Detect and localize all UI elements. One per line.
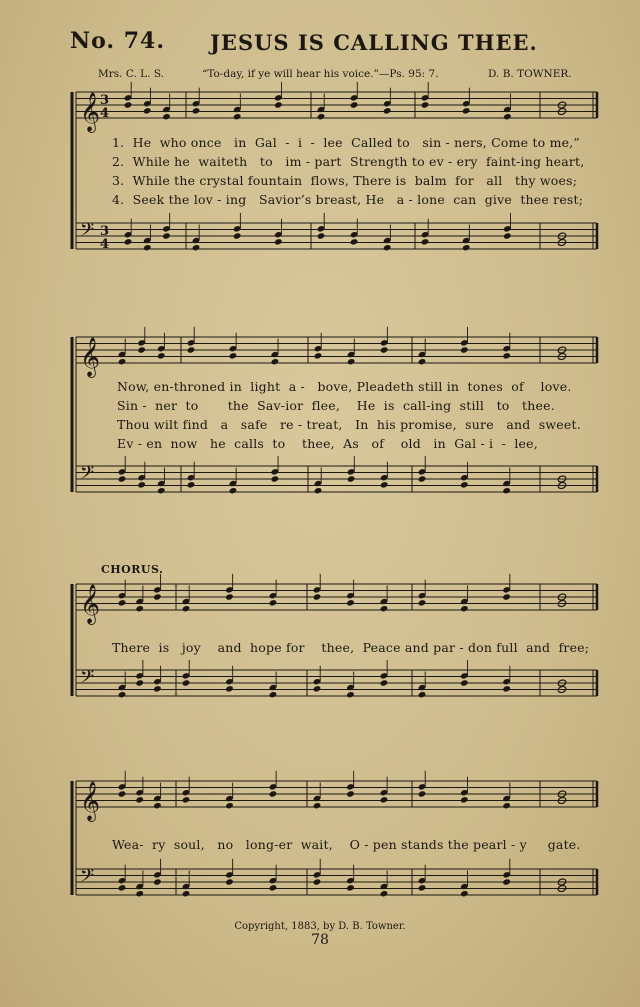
note-head — [418, 475, 427, 482]
note-head — [153, 593, 162, 600]
scripture-reference: “To-day, if ye will hear his voice.”—Ps. 95: 7. — [202, 68, 439, 80]
note-head — [137, 481, 146, 488]
note-head — [153, 685, 162, 692]
chorus-line-1: There is joy and hope for thee, Peace and par - don full and free; — [112, 640, 590, 655]
note-head — [153, 878, 162, 885]
note-head — [118, 475, 127, 482]
note-head — [137, 346, 146, 353]
note-head — [143, 244, 152, 251]
note-head — [502, 593, 511, 600]
verse-4-line-a: 4. Seek the lov - ing Savior’s breast, He a - lone can give thee rest; — [112, 192, 584, 207]
note-head — [118, 358, 127, 365]
note-head — [153, 802, 162, 809]
note-head — [503, 113, 512, 120]
note-head — [229, 487, 238, 494]
verse-3-line-a: 3. While the crystal fountain flows, There is balm for all thy woes; — [112, 173, 578, 188]
note-head — [182, 605, 191, 612]
note-head — [421, 101, 430, 108]
time-signature-bottom: 4 — [100, 106, 110, 121]
note-head — [118, 599, 127, 606]
verse-4-line-b: Ev - en now he calls to thee, As of old in Gal - i - lee, — [117, 436, 538, 451]
note-head — [460, 679, 469, 686]
copyright-notice: Copyright, 1883, by D. B. Towner. — [234, 921, 406, 932]
hymn-number: No. 74. — [70, 28, 165, 54]
note-head — [502, 487, 511, 494]
note-head — [460, 890, 469, 897]
note-head — [346, 691, 355, 698]
note-head — [380, 890, 389, 897]
note-head — [143, 107, 152, 114]
note-head — [135, 796, 144, 803]
note-head — [157, 487, 166, 494]
note-head — [271, 475, 280, 482]
note-head — [347, 475, 356, 482]
note-head — [502, 878, 511, 885]
chorus-line-2: Wea- ry soul, no long-er wait, O - pen stands the pearl - y gate. — [112, 837, 581, 852]
chorus-label: CHORUS. — [101, 563, 164, 576]
note-head — [124, 101, 133, 108]
composer-credit: D. B. TOWNER. — [488, 68, 572, 80]
note-head — [380, 481, 389, 488]
verse-1-line-b: Now, en-throned in light a - bove, Pleadeth still in tones of love. — [117, 379, 572, 394]
bass-clef-icon: 𝄢 — [80, 667, 95, 692]
note-head — [135, 679, 144, 686]
time-signature-top: 3 — [100, 93, 110, 108]
note-head — [502, 352, 511, 359]
note-head — [162, 232, 171, 239]
note-head — [274, 101, 283, 108]
treble-clef-icon: 𝄞 — [80, 781, 101, 821]
note-head — [187, 481, 196, 488]
note-head — [182, 796, 191, 803]
note-head — [418, 691, 427, 698]
note-head — [313, 685, 322, 692]
note-head — [418, 358, 427, 365]
verse-1-line-a: 1. He who once in Gal - i - lee Called to sin - ners, Come to me,” — [112, 135, 580, 150]
verse-2-line-a: 2. While he waiteth to im - part Strength to ev - ery faint-ing heart, — [112, 154, 585, 169]
note-head — [225, 593, 234, 600]
note-head — [192, 244, 201, 251]
note-head — [313, 878, 322, 885]
note-head — [462, 107, 471, 114]
note-head — [229, 352, 238, 359]
note-head — [346, 599, 355, 606]
note-head — [313, 593, 322, 600]
note-head — [313, 802, 322, 809]
note-head — [269, 790, 278, 797]
note-head — [225, 802, 234, 809]
note-head — [317, 113, 326, 120]
note-head — [421, 238, 430, 245]
note-head — [418, 599, 427, 606]
note-head — [502, 802, 511, 809]
note-head — [162, 113, 171, 120]
note-head — [225, 878, 234, 885]
note-head — [346, 884, 355, 891]
treble-clef-icon: 𝄞 — [80, 337, 101, 377]
note-head — [233, 232, 242, 239]
note-head — [269, 599, 278, 606]
note-head — [346, 790, 355, 797]
bass-clef-icon: 𝄢 — [80, 866, 95, 891]
note-head — [380, 605, 389, 612]
note-head — [380, 679, 389, 686]
note-head — [460, 605, 469, 612]
note-head — [462, 244, 471, 251]
note-head — [460, 796, 469, 803]
note-head — [418, 790, 427, 797]
note-head — [460, 481, 469, 488]
time-signature-bottom: 4 — [100, 237, 110, 252]
note-head — [460, 346, 469, 353]
page-number: 78 — [311, 932, 329, 948]
note-head — [274, 238, 283, 245]
note-head — [380, 346, 389, 353]
note-head — [182, 890, 191, 897]
note-head — [418, 884, 427, 891]
note-head — [182, 679, 191, 686]
note-head — [350, 101, 359, 108]
bass-clef-icon: 𝄢 — [80, 220, 95, 245]
note-head — [502, 685, 511, 692]
note-head — [314, 487, 323, 494]
time-signature-top: 3 — [100, 224, 110, 239]
note-head — [157, 352, 166, 359]
note-head — [317, 232, 326, 239]
note-head — [118, 790, 127, 797]
note-head — [187, 346, 196, 353]
note-head — [225, 685, 234, 692]
treble-clef-icon: 𝄞 — [80, 584, 101, 624]
note-head — [135, 605, 144, 612]
note-head — [269, 691, 278, 698]
verse-3-line-b: Thou wilt find a safe re - treat, In his promise, sure and sweet. — [117, 417, 581, 432]
note-head — [350, 238, 359, 245]
note-head — [233, 113, 242, 120]
lyricist-credit: Mrs. C. L. S. — [98, 68, 164, 80]
note-head — [118, 691, 127, 698]
note-head — [135, 890, 144, 897]
note-head — [383, 244, 392, 251]
note-head — [314, 352, 323, 359]
bass-clef-icon: 𝄢 — [80, 463, 95, 488]
note-head — [380, 796, 389, 803]
note-head — [118, 884, 127, 891]
hymn-title: JESUS IS CALLING THEE. — [210, 30, 538, 55]
treble-clef-icon: 𝄞 — [80, 92, 101, 132]
verse-2-line-b: Sin - ner to the Sav-ior flee, He is call-ing still to thee. — [117, 398, 555, 413]
note-head — [503, 232, 512, 239]
note-head — [124, 238, 133, 245]
note-head — [347, 358, 356, 365]
note-head — [383, 107, 392, 114]
note-head — [271, 358, 280, 365]
note-head — [192, 107, 201, 114]
note-head — [269, 884, 278, 891]
